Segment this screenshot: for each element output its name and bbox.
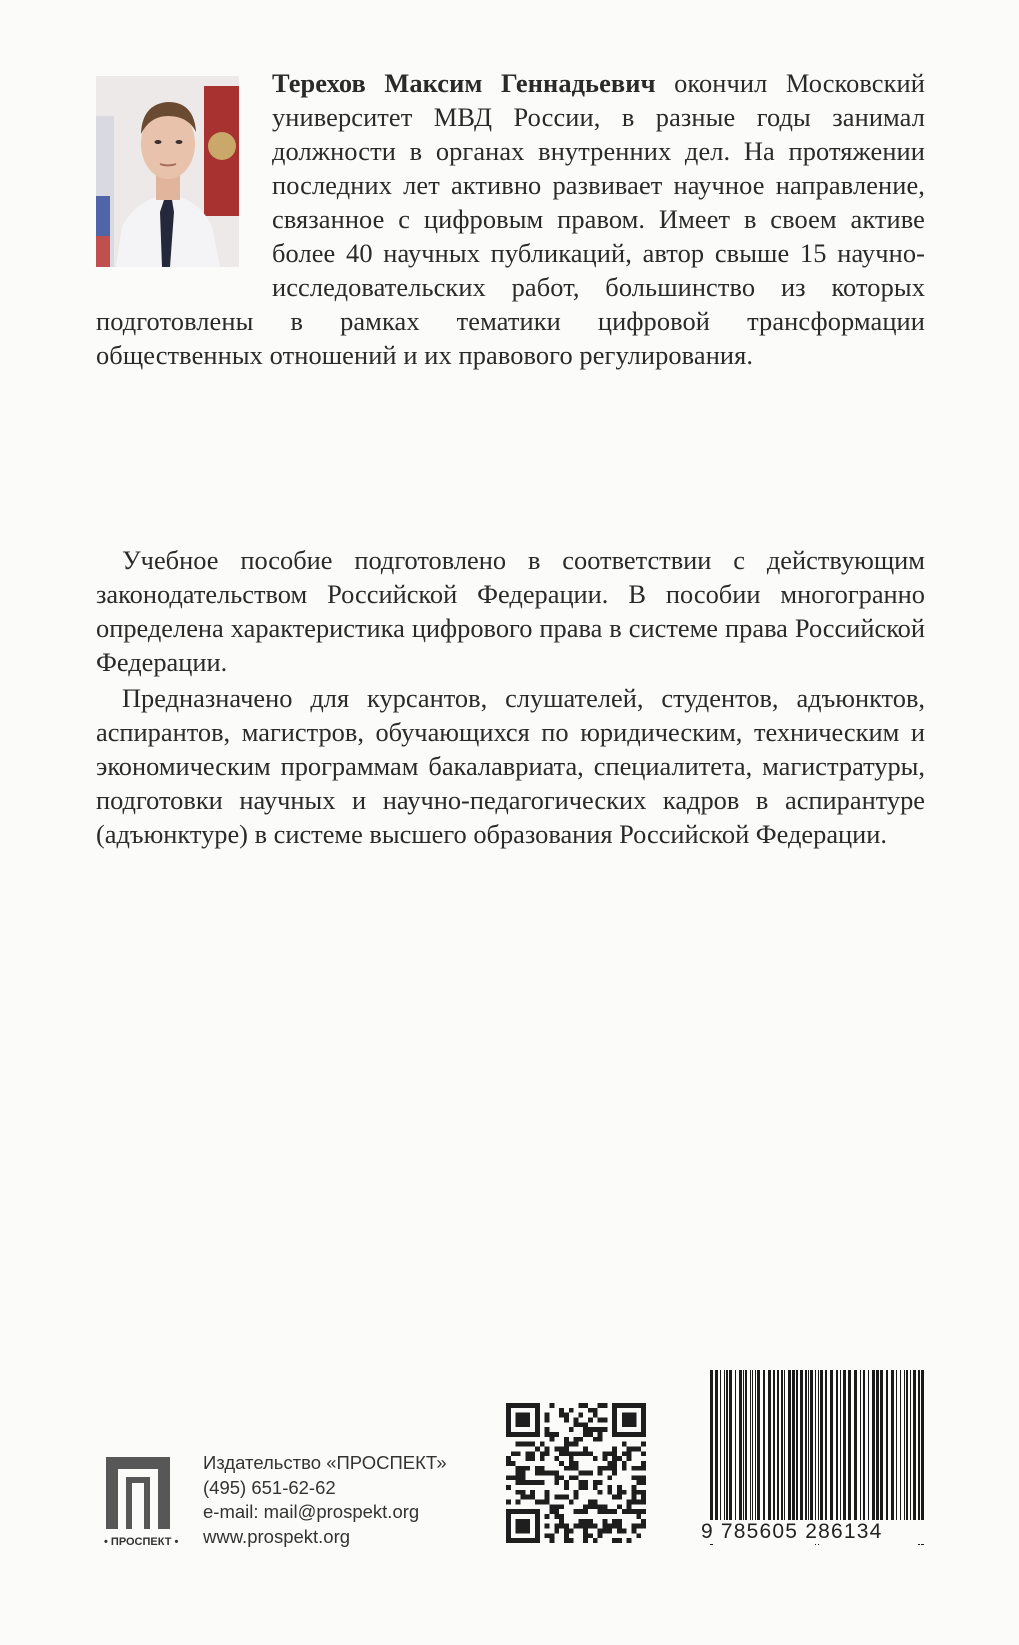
author-bio-text: окончил Московский университет МВД России, в разные годы занимал должности в органах внутренних дел. На протяжении последних лет активно развивает научное направление, связанное с цифровым правом. Имеет в своем активе более 40 научных публикаций, автор свыше 15 научно-исследовательских работ, большинство из которых подготовлены в рамках тематики цифровой трансформации общественных отношений и их правового регулирования. [96,68,925,370]
publisher-name: Издательство «ПРОСПЕКТ» [203,1452,447,1473]
publisher-info [203,1451,447,1549]
publisher-phone: (495) 651-62-62 [203,1476,336,1498]
annotation-paragraph-1: Учебное пособие подготовлено в соответствии с действующим законодательством Российской Федерации. В пособии многогранно определена характеристика цифрового права в системе права Российской Федерации. [96,545,925,677]
isbn-barcode [710,1370,924,1545]
publisher-website: www.prospekt.org [203,1525,351,1547]
author-name: Терехов Максим Геннадьевич [272,68,656,98]
qr-code [506,1403,646,1543]
annotation-paragraph-2: Предназначено для курсантов, слушателей, студентов, адъюнктов, аспирантов, магистров, обучающихся по юридическим, техническим и экономическим программам бакалавриата, специалитета, магистратуры, подготовки научных и научно-педагогических кадров в аспирантуре (адъюнктуре) в системе высшего образования Российской Федерации. [96,683,925,849]
publisher-email: e-mail: mail@prospekt.org [203,1501,420,1522]
isbn-barcode-number: 9 785605 286134 [697,1520,931,1544]
publisher-logo-text: • ПРОСПЕКТ • [104,1536,179,1548]
author-bio [96,66,925,372]
publisher-logo [104,1455,184,1549]
book-annotation [96,543,925,851]
